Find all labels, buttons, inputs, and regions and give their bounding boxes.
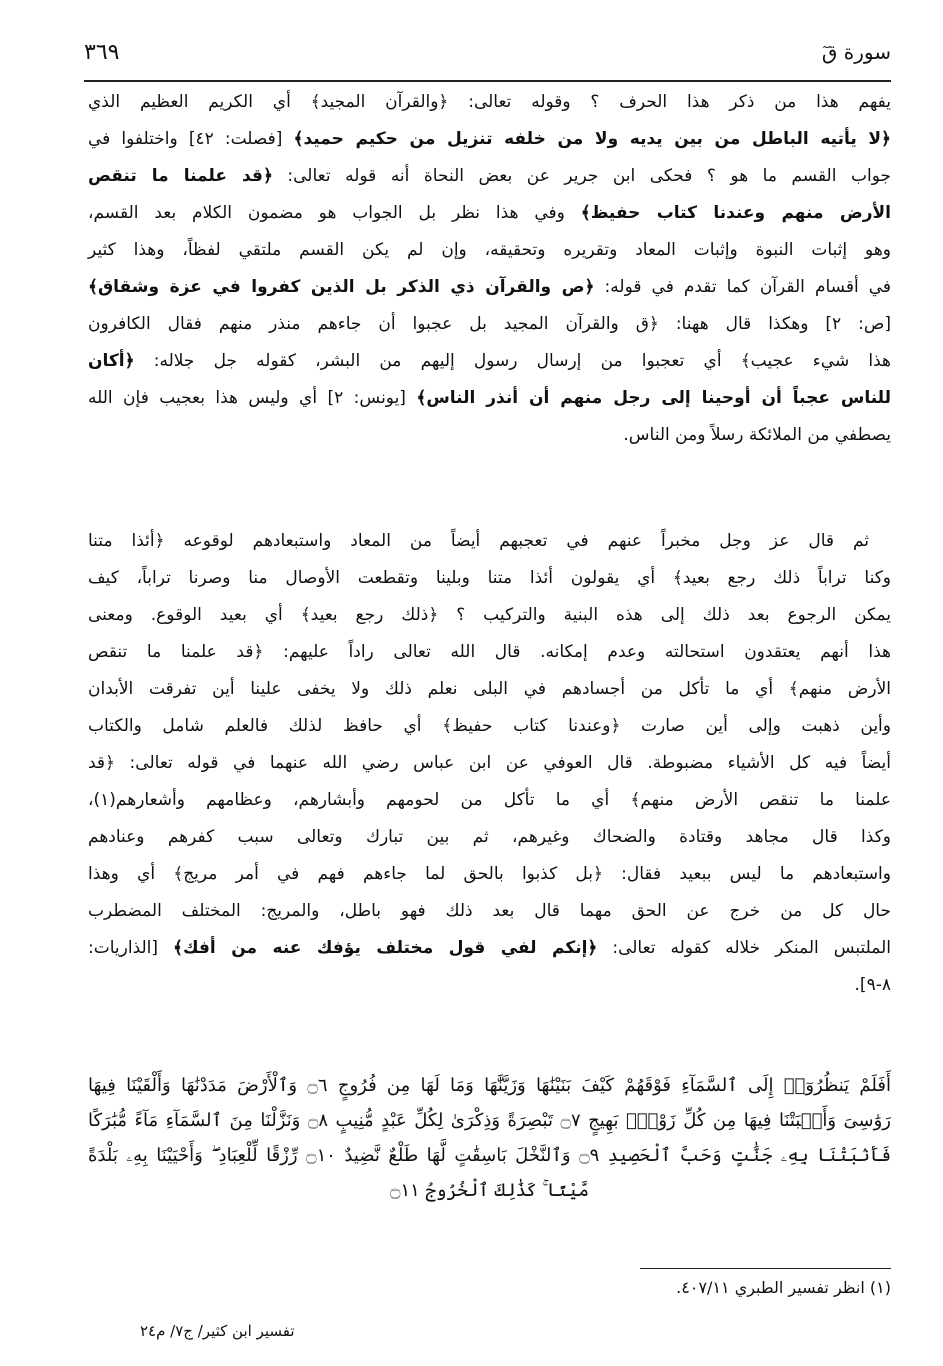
text-segment: واستبعادهم ما ليس ببعيد فقال: [602,864,891,884]
text-segment: الملتبس المنكر خلاله كقوله تعالى: [597,938,891,958]
text-segment: علمنا ما تنقص الأرض منهم﴾ [630,790,891,810]
text-line [88,232,891,269]
text-line [88,306,891,343]
text-segment: [الذاريات: [88,938,173,958]
text-segment: ﴿ق والقرآن المجيد بل عجبوا أن جاءهم منذر منهم فقال الكافرون [88,314,659,334]
footnote: (١) انظر تفسير الطبري ٤٠٧/١١. [676,1278,891,1297]
quran-quote: ﴿أكان [88,351,135,371]
text-line [88,269,891,306]
text-line [88,967,891,1004]
text-segment: جواب القسم ما هو ؟ فحكى ابن جرير عن بعض النحاة أنه قوله تعالى: [272,166,891,186]
text-segment: ثم قال عز وجل مخبراً عنهم في تعجبهم أيضاً من المعاد واستبعادهم لوقوعه [164,531,870,551]
quran-line: رَوَٰسِىَ وَأَنۢبَتْنَا فِيهَا مِن كُلِّ زَوْجٍۭ بَهِيجٍ ۝٧ تَبْصِرَةً وَذِكْرَىٰ لِكُلِّ عَبْدٍ مُّنِيبٍ ۝٨ وَنَزَّلْنَا مِنَ ٱلسَّمَآءِ مَآءً مُّبَٰرَكًا [88,1110,892,1131]
text-segment: وهو إثبات النبوة وإثبات المعاد وتقريره وتحقيقه، وإن لم يكن القسم ملتقي لفظاً، وهذا كثير [88,240,891,260]
text-segment: وكذا قال مجاهد وقتادة والضحاك وغيرهم، ثم بين تبارك وتعالى سبب كفرهم وعنادهم [88,827,891,847]
text-line [88,523,891,560]
text-line [88,671,891,708]
quran-quote: ﴿إنكم لفي قول مختلف يؤفك عنه من أفك﴾ [173,938,598,958]
text-segment: يفهم هذا من ذكر هذا الحرف ؟ وقوله تعالى: [448,92,891,112]
text-line [88,930,891,967]
text-segment: وفي هذا نظر بل الجواب هو مضمون الكلام بعد القسم، [88,203,581,223]
text-segment: ﴿قد [88,753,116,773]
text-line [88,417,891,454]
quran-quote: ﴿قد علمنا ما تنقص [88,166,273,186]
text-segment: وأين ذهبت وإلى أين صارت [620,716,891,736]
text-segment: حال كل من خرج عن الحق مهما قال بعد ذلك فهو باطل، والمريج: المختلف المضطرب [88,901,891,921]
text-segment: [يونس: ٢] أي وليس هذا بعجيب فإن الله [88,388,417,408]
text-segment: هذا أنهم يعتقدون استحالته وعدم إمكانه. قال الله تعالى راداً عليهم: [263,642,891,662]
text-segment: ﴿وعندنا كتاب حفيظ﴾ [442,716,621,736]
header-rule [84,80,891,82]
paragraph-2 [88,523,891,1004]
text-segment: ، [88,790,94,810]
text-segment: ﴿أئذا متنا [88,531,165,551]
text-segment: الأرض منهم﴾ [788,679,891,699]
text-line [88,121,891,158]
paragraph-1 [88,84,891,454]
quran-quote: الأرض منهم وعندنا كتاب حفيظ﴾ [580,203,891,223]
text-segment: أيضاً فيه كل الأشياء مضبوطة. قال العوفي عن ابن عباس رضي الله عنهما في قوله تعالى: [115,753,891,773]
text-line [88,745,891,782]
text-segment: ﴿بل كذبوا بالحق لما جاءهم فهم في أمر مريج﴾ [173,864,603,884]
running-header-surah: سورة قٓ [821,40,891,64]
text-segment: [فصلت: ٤٢] واختلفوا في [88,129,294,149]
text-line [88,893,891,930]
text-segment: يمكن الرجوع بعد ذلك إلى هذه البنية والتركيب ؟ [438,605,892,625]
text-segment: أي تعجبوا من إرسال رسول إليهم من البشر، كقوله جل جلاله: [134,351,741,371]
text-line [88,560,891,597]
text-segment: أي بعيد الوقوع. ومعنى [88,605,301,625]
text-segment: أي ما تأكل من أجسادهم في البلى نعلم ذلك ولا يخفى علينا أين تفرقت الأبدان [88,679,789,699]
text-line [88,819,891,856]
text-segment: ﴿والقرآن المجيد﴾ [310,92,449,112]
text-line [88,708,891,745]
quran-line: مَّيْتًا ۚ كَذَٰلِكَ ٱلْخُرُوجُ ۝١١ [389,1180,590,1201]
footnote-rule [640,1268,891,1269]
text-segment: هذا شيء عجيب﴾ [740,351,891,371]
quran-quote: ﴿ص والقرآن ذي الذكر بل الذين كفروا في عزة وشقاق﴾ [88,277,595,297]
quran-line: أَفَلَمْ يَنظُرُوٓا۟ إِلَى ٱلسَّمَآءِ فَوْقَهُمْ كَيْفَ بَنَيْنَٰهَا وَزَيَّنَّٰهَا وَمَا لَهَا مِن فُرُوجٍ ۝٦ وَٱلْأَرْضَ مَدَدْنَٰهَا وَأَلْقَيْنَا فِيهَا [88,1075,891,1096]
text-segment: في أقسام القرآن كما تقدم في قوله: [594,277,891,297]
quran-verses [88,1068,891,1208]
text-segment: ﴿ذلك رجع بعيد﴾ [300,605,439,625]
quran-quote: للناس عجباً أن أوحينا إلى رجل منهم أن أنذر الناس﴾ [416,388,891,408]
book-signature-footer: تفسير ابن كثير/ ج٧/ م٢٤ [140,1322,295,1340]
text-segment: ٨-٩]. [854,975,891,995]
text-line [88,782,891,819]
text-line [88,195,891,232]
page-number: ٣٦٩ [84,40,120,65]
text-line [88,597,891,634]
text-line [88,343,891,380]
text-line [88,856,891,893]
text-segment: (١) [93,790,116,810]
text-segment: وكنا تراباً ذلك رجع بعيد﴾ [672,568,891,588]
text-line [88,84,891,121]
text-line [88,634,891,671]
quran-quote: ﴿لا يأتيه الباطل من بين يديه ولا من خلفه تنزيل من حكيم حميد﴾ [293,129,891,149]
text-segment: أي يقولون أئذا متنا وبلينا وتقطعت الأوصال منا وصرنا تراباً، كيف [88,568,673,588]
text-segment: ﴿قد علمنا ما تنقص [88,642,264,662]
text-segment: أي ما تأكل من لحومهم وأبشارهم، وعظامهم وأشعارهم [115,790,631,810]
text-segment: يصطفي من الملائكة رسلاً ومن الناس. [623,425,891,445]
text-segment: أي الكريم العظيم الذي [88,92,311,112]
text-segment: أي وهذا [88,864,174,884]
text-segment: أي حافظ لذلك فالعلم شامل والكتاب [88,716,443,736]
quran-line: فَأَنۢبَتْنَا بِهِۦ جَنَّٰتٍ وَحَبَّ ٱلْحَصِيدِ ۝٩ وَٱلنَّخْلَ بَاسِقَٰتٍ لَّهَا طَلْعٌ نَّضِيدٌ ۝١٠ رِّزْقًا لِّلْعِبَادِ ۖ وَأَحْيَيْنَا بِهِۦ بَلْدَةً [88,1145,891,1166]
text-segment: [ص: ٢] وهكذا قال ههنا: [658,314,891,334]
text-line [88,158,891,195]
text-line [88,380,891,417]
